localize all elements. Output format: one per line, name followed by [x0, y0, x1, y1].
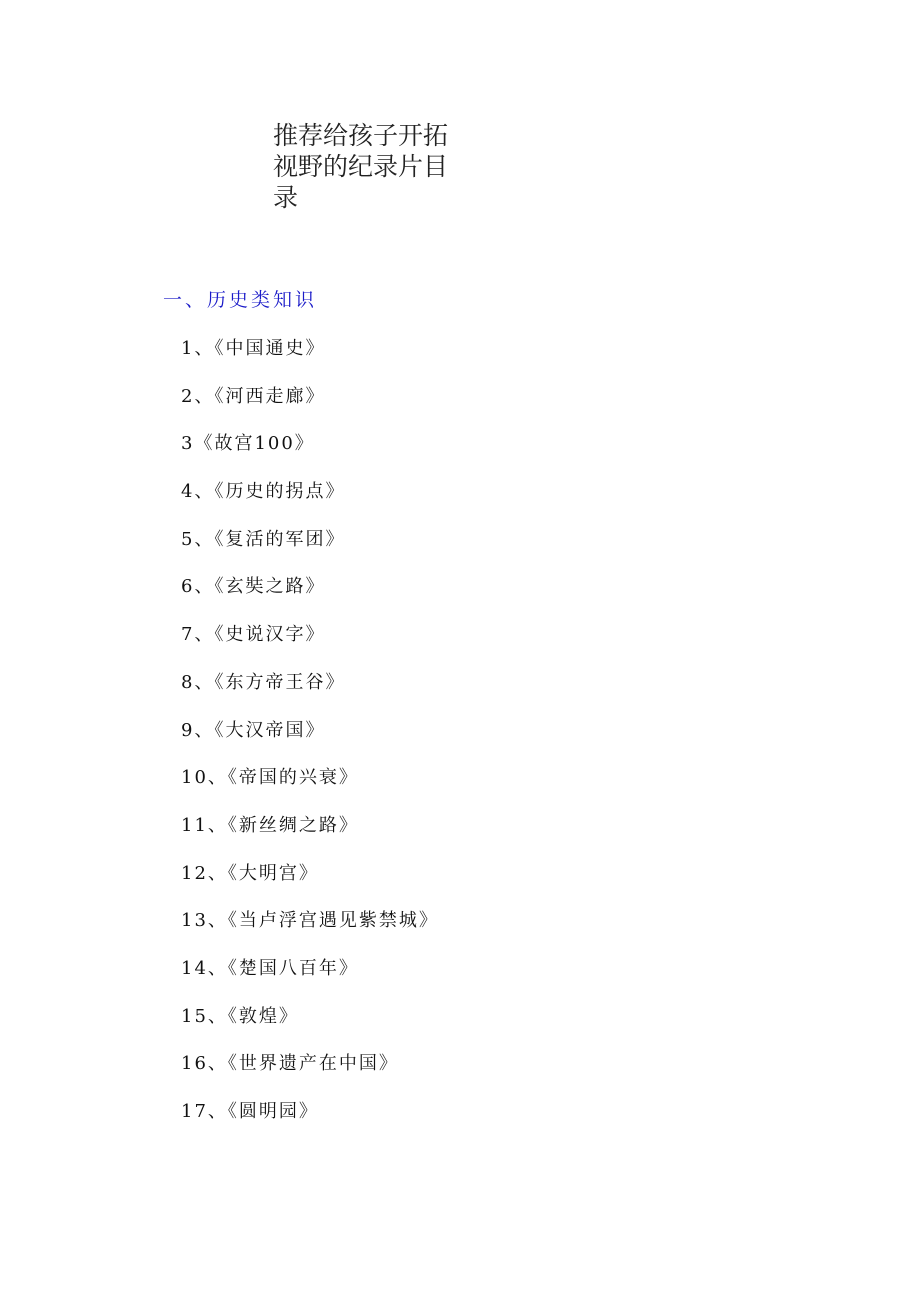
- list-item: 7、《史说汉字》: [181, 624, 326, 646]
- list-item: 5、《复活的军团》: [181, 528, 346, 550]
- list-item: 10、《帝国的兴衰》: [181, 767, 359, 789]
- document-title: [273, 120, 453, 213]
- title-line-1: 推荐给孩子开拓: [273, 121, 449, 150]
- list-item: 12、《大明宫》: [181, 862, 319, 884]
- list-item: 13、《当卢浮宫遇见紫禁城》: [181, 910, 439, 932]
- list-item: 6、《玄奘之路》: [181, 576, 326, 598]
- list-item: 3《故宫100》: [181, 433, 315, 455]
- list-item: 15、《敦煌》: [181, 1005, 299, 1027]
- documentary-list: [181, 336, 439, 1147]
- list-item: 2、《河西走廊》: [181, 385, 326, 407]
- title-line-3: 录: [273, 183, 299, 212]
- list-item: 8、《东方帝王谷》: [181, 671, 346, 693]
- list-item: 9、《大汉帝国》: [181, 719, 326, 741]
- list-item: 1、《中国通史》: [181, 338, 326, 359]
- title-line-2: 视野的纪录片目: [273, 152, 449, 181]
- list-item: 14、《楚国八百年》: [181, 957, 359, 979]
- list-item: 4、《历史的拐点》: [181, 481, 346, 503]
- list-item: 16、《世界遗产在中国》: [181, 1053, 399, 1075]
- section-heading: 一、历史类知识: [163, 289, 318, 311]
- list-item: 17、《圆明园》: [181, 1101, 319, 1122]
- list-item: 11、《新丝绸之路》: [181, 814, 359, 836]
